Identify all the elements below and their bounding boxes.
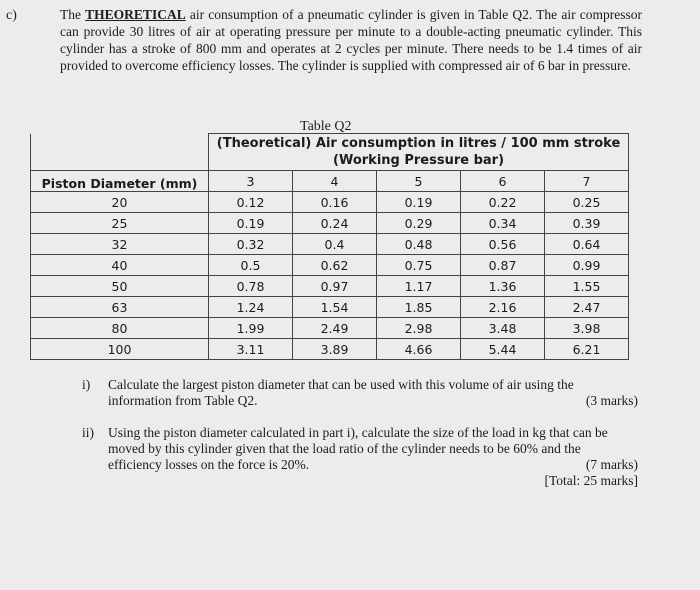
subquestion-line1: Calculate the largest piston diameter that can be used with this volume of air using the [108,377,574,392]
intro-after: air consumption of a pneumatic cylinder is given in Table Q2. The air compressor can provide 30 litres of air at operating pressure per minute to a double-acting pneumatic cylinder. This cylinder has a stroke of 800 mm and operates at 2 cycles per minute. There needs to be 1.4 times of air provided to overcome efficiency losses. The cylinder is supplied with compressed air of 6 bar in pressure. [60,7,642,73]
consumption-cell: 1.17 [377,276,461,297]
pressure-header: 3 [209,171,293,192]
consumption-cell: 3.11 [209,339,293,360]
piston-diameter-cell: 25 [31,213,209,234]
consumption-cell: 0.22 [461,192,545,213]
pressure-header: 5 [377,171,461,192]
table-row [31,234,629,255]
table-title-line2: (Working Pressure bar) [333,153,505,168]
consumption-cell: 3.89 [293,339,377,360]
intro-emphasis: THEORETICAL [85,7,186,22]
consumption-cell: 1.85 [377,297,461,318]
consumption-cell: 2.47 [545,297,629,318]
consumption-cell: 0.16 [293,192,377,213]
table-header-row [31,171,629,192]
consumption-cell: 0.19 [377,192,461,213]
consumption-cell: 0.5 [209,255,293,276]
piston-diameter-cell: 32 [31,234,209,255]
table-caption: Table Q2 [300,119,352,134]
consumption-cell: 0.99 [545,255,629,276]
table-row [31,297,629,318]
subquestion-i [82,377,638,409]
table-corner [31,134,209,171]
air-consumption-table [30,133,629,360]
consumption-cell: 0.56 [461,234,545,255]
table-title [209,134,629,171]
table-title-line1: (Theoretical) Air consumption in litres / 100 mm stroke [216,136,621,151]
consumption-cell: 1.54 [293,297,377,318]
subquestion-line2: efficiency losses on the force is 20%. [108,457,310,472]
piston-diameter-cell: 40 [31,255,209,276]
consumption-cell: 1.24 [209,297,293,318]
piston-diameter-cell: 80 [31,318,209,339]
subquestion-line2: information from Table Q2. [108,393,258,408]
consumption-cell: 0.25 [545,192,629,213]
piston-diameter-cell: 50 [31,276,209,297]
consumption-cell: 0.32 [209,234,293,255]
intro-before: The [60,7,86,22]
question-label: c) [6,8,17,23]
consumption-cell: 2.16 [461,297,545,318]
consumption-cell: 0.97 [293,276,377,297]
consumption-cell: 2.98 [377,318,461,339]
subquestion-number: i) [82,377,91,392]
question-intro [60,6,642,74]
consumption-cell: 4.66 [377,339,461,360]
consumption-cell: 0.24 [293,213,377,234]
consumption-cell: 1.55 [545,276,629,297]
consumption-cell: 0.29 [377,213,461,234]
consumption-cell: 1.99 [209,318,293,339]
consumption-cell: 0.4 [293,234,377,255]
consumption-cell: 6.21 [545,339,629,360]
table-row [31,318,629,339]
marks: (3 marks) [585,393,638,408]
table-row [31,255,629,276]
piston-diameter-cell: 20 [31,192,209,213]
row-header: Piston Diameter (mm) [31,171,209,192]
consumption-cell: 3.98 [545,318,629,339]
subquestion-number: ii) [82,425,94,440]
pressure-header: 7 [545,171,629,192]
consumption-cell: 0.87 [461,255,545,276]
consumption-cell: 0.78 [209,276,293,297]
table-body [31,192,629,360]
subquestions [82,377,638,489]
table-title-row [31,134,629,171]
consumption-cell: 2.49 [293,318,377,339]
pressure-header: 4 [293,171,377,192]
subquestion-ii [82,425,638,473]
table-row [31,276,629,297]
consumption-cell: 0.39 [545,213,629,234]
consumption-cell: 0.64 [545,234,629,255]
pressure-header: 6 [461,171,545,192]
piston-diameter-cell: 100 [31,339,209,360]
subquestion-line1: Using the piston diameter calculated in part i), calculate the size of the load in kg that can be moved by this cylinder given that the load ratio of the cylinder needs to be 60% and the [108,425,608,456]
table-row [31,339,629,360]
table-row [31,213,629,234]
consumption-cell: 0.62 [293,255,377,276]
consumption-cell: 0.19 [209,213,293,234]
consumption-cell: 3.48 [461,318,545,339]
consumption-cell: 0.12 [209,192,293,213]
table-row [31,192,629,213]
piston-diameter-cell: 63 [31,297,209,318]
consumption-cell: 0.34 [461,213,545,234]
total-marks: [Total: 25 marks] [544,473,638,488]
consumption-cell: 5.44 [461,339,545,360]
marks: (7 marks) [585,457,638,472]
consumption-cell: 1.36 [461,276,545,297]
consumption-cell: 0.48 [377,234,461,255]
consumption-cell: 0.75 [377,255,461,276]
